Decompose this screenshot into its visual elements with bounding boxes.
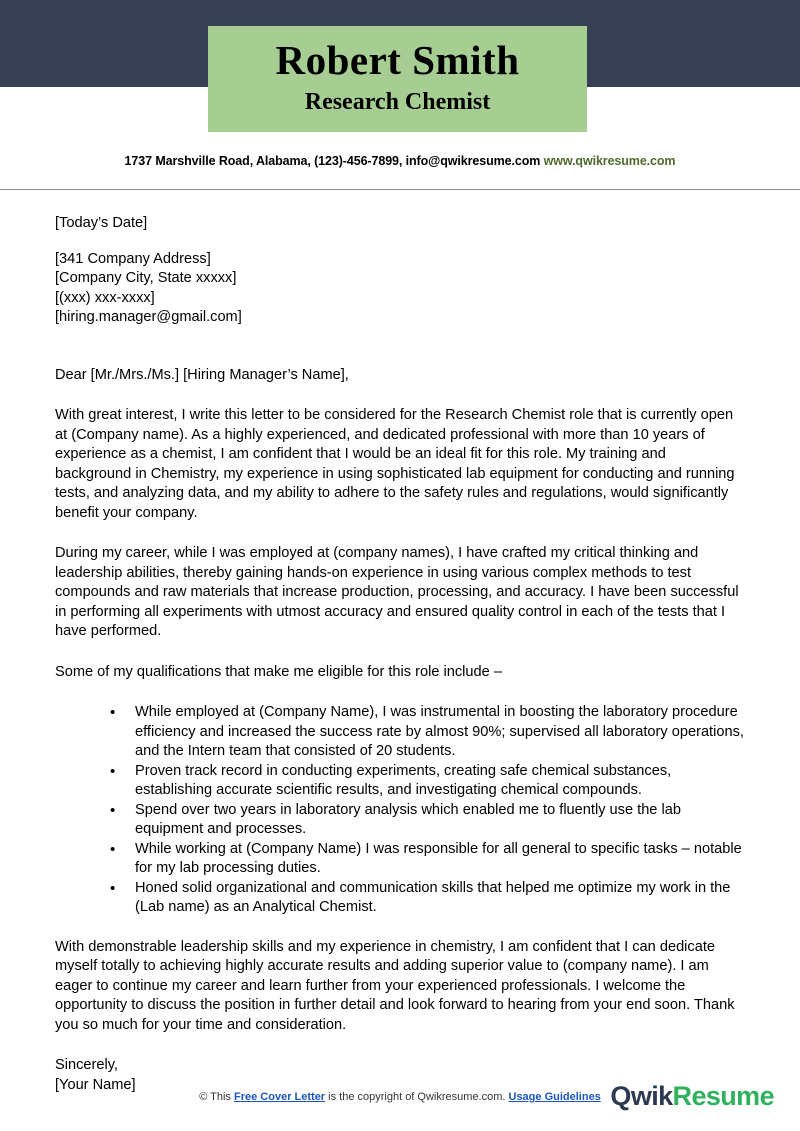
qualifications-lead: Some of my qualifications that make me eligible for this role include – xyxy=(55,663,502,680)
brand-qwik-text: Qwik xyxy=(610,1081,673,1111)
header-divider xyxy=(0,189,800,190)
paragraph-1: With great interest, I write this letter to be considered for the Research Chemist role that is currently open at (Company name). As a highly experienced, and dedicated professional with more than 10 years of experience as a chemist, I am confident that I would be an ideal fit for this role. My training and background in Chemistry, my experience in using sophisticated lab equipment for conducting and running tests, and analyzing data, and my ability to adhere to the safety rules and regulations, would significantly benefit your company. xyxy=(55,407,735,521)
brand-resume-text: Resume xyxy=(672,1081,774,1111)
recipient-phone: [(xxx) xxx-xxxx] xyxy=(55,289,155,306)
list-item-text: Honed solid organizational and communication skills that helped me optimize my work in the (Lab name) as an Analytical Chemist. xyxy=(135,879,731,915)
paragraph-3: With demonstrable leadership skills and my experience in chemistry, I am confident that I can dedicate myself totally to achieving highly accurate results and adding superior value to (company name). I am eager to continue my career and learn further from your experienced professionals. I welcome the opportunity to discuss the position in further detail and look forward to hearing from your end soon. Thank you so much for your time and consideration. xyxy=(55,938,735,1033)
list-item-text: While working at (Company Name) I was responsible for all general to specific tasks – notable for my lab processing duties. xyxy=(135,840,742,876)
recipient-address-block xyxy=(55,250,745,328)
list-item-text: Spend over two years in laboratory analysis which enabled me to fluently use the lab equipment and processes. xyxy=(135,801,681,837)
list-item xyxy=(110,703,745,762)
website-link[interactable]: www.qwikresume.com xyxy=(543,154,676,168)
paragraph-2: During my career, while I was employed at (company names), I have crafted my critical thinking and leadership abilities, thereby gaining hands-on experience in using various complex methods to test compounds and raw materials that increase production, processing, and accuracy. I have been successful in performing all experiments with utmost accuracy and ensured quality control in each of the tests that I have performed. xyxy=(55,545,739,639)
job-title: Research Chemist xyxy=(304,89,491,116)
qwikresume-logo[interactable] xyxy=(610,1083,774,1110)
name-plate xyxy=(208,26,587,132)
signature-name: [Your Name] xyxy=(55,1076,136,1093)
list-item-text: Proven track record in conducting experiments, creating safe chemical substances, establishing accurate scientific results, and investigating chemical compounds. xyxy=(135,762,672,798)
todays-date: [Today’s Date] xyxy=(55,215,148,231)
bullet-icon: • xyxy=(110,704,116,721)
list-item xyxy=(110,879,745,918)
page-title: Robert Smith xyxy=(275,37,520,84)
list-item xyxy=(110,801,745,840)
bullet-icon: • xyxy=(110,879,116,897)
closing-salutation: Sincerely, xyxy=(55,1057,118,1073)
date-block xyxy=(55,214,745,234)
letter-body xyxy=(55,214,745,1095)
list-item xyxy=(110,762,745,801)
bullet-icon: • xyxy=(110,762,116,780)
copyright-prefix: © This xyxy=(199,1091,234,1103)
bullet-icon: • xyxy=(110,801,116,819)
bullet-icon: • xyxy=(110,840,116,858)
recipient-email: [hiring.manager@gmail.com] xyxy=(55,309,242,325)
free-cover-letter-link[interactable]: Free Cover Letter xyxy=(234,1091,326,1103)
qualifications-list xyxy=(55,703,745,918)
salutation: Dear [Mr./Mrs./Ms.] [Hiring Manager’s Name], xyxy=(55,366,349,383)
recipient-address: [341 Company Address] xyxy=(55,250,211,267)
contact-details: 1737 Marshville Road, Alabama, (123)-456-7899, info@qwikresume.com xyxy=(124,154,541,168)
contact-line xyxy=(0,154,800,168)
list-item-text: While employed at (Company Name), I was instrumental in boosting the laboratory procedure efficiency and increased the success rate by almost 90%; supervised all laboratory operations, and the Intern team that consisted of 20 students. xyxy=(135,704,744,759)
list-item xyxy=(110,840,745,879)
usage-guidelines-link[interactable]: Usage Guidelines xyxy=(508,1091,601,1103)
recipient-city-state-zip: [Company City, State xxxxx] xyxy=(55,270,237,286)
copyright-middle: is the copyright of Qwikresume.com. xyxy=(325,1091,509,1103)
footer xyxy=(0,1075,800,1131)
